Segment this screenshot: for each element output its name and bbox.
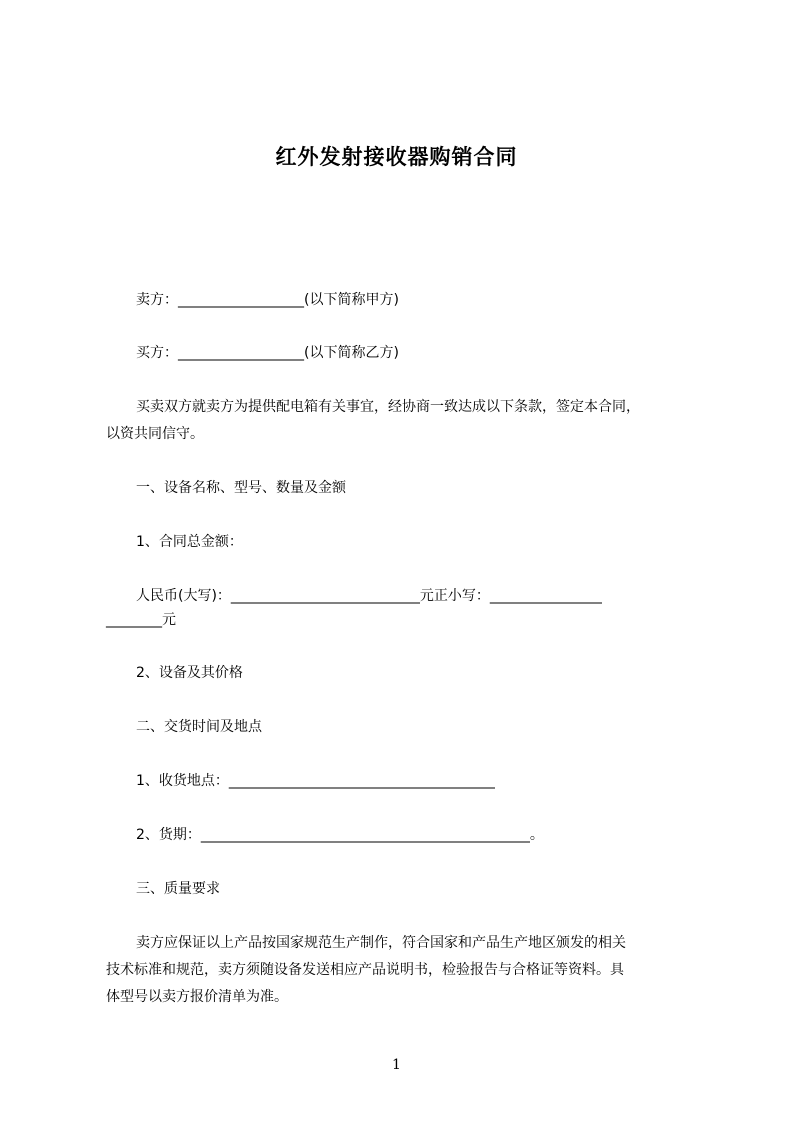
equipment-price-label: 2、设备及其价格 — [136, 665, 243, 681]
quality-paragraph-line-1: 卖方应保证以上产品按国家规范生产制作，符合国家和产品生产地区颁发的相关 — [136, 935, 626, 951]
seller-line: 卖方：__________________(以下简称甲方) — [136, 292, 399, 308]
section-3-heading: 三、质量要求 — [136, 881, 220, 897]
buyer-line: 买方：__________________(以下简称乙方) — [136, 345, 399, 361]
section-2-heading: 二、交货时间及地点 — [136, 719, 262, 735]
intro-paragraph-line-2: 以资共同信守。 — [106, 426, 204, 442]
delivery-period-line: 2、货期：_______________________________________________。 — [136, 827, 544, 843]
quality-paragraph-line-3: 体型号以卖方报价清单为准。 — [106, 989, 288, 1005]
intro-paragraph-line-1: 买卖双方就卖方为提供配电箱有关事宜，经协商一致达成以下条款，签定本合同， — [136, 399, 640, 415]
amount-line-1: 人民币(大写)：___________________________元正小写：________________ — [136, 588, 602, 604]
section-1-heading: 一、设备名称、型号、数量及金额 — [136, 480, 346, 496]
document-title: 红外发射接收器购销合同 — [275, 145, 518, 169]
delivery-place-line: 1、收货地点：______________________________________ — [136, 773, 495, 789]
amount-line-2: ________元 — [106, 612, 176, 628]
quality-paragraph-line-2: 技术标准和规范，卖方须随设备发送相应产品说明书，检验报告与合格证等资料。具 — [106, 962, 624, 978]
page-number: 1 — [392, 1057, 401, 1073]
total-amount-label: 1、合同总金额： — [136, 534, 243, 550]
